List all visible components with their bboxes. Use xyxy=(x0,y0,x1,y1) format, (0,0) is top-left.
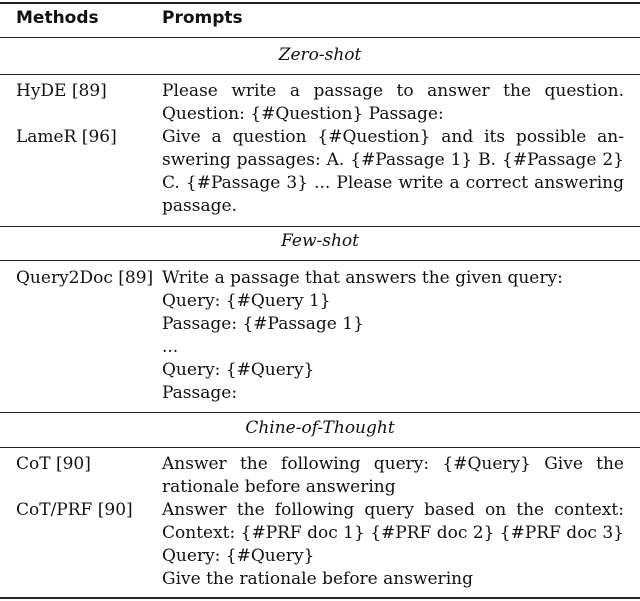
prompt-line: Query: {#Query} xyxy=(162,546,315,566)
prompt-line: ... xyxy=(162,337,179,357)
section-rule-chain-of-thought xyxy=(0,447,640,448)
method-cot: CoT [90] xyxy=(16,454,91,474)
section-rule-few-shot xyxy=(0,260,640,261)
prompt-line: Give the rationale before answering xyxy=(162,569,473,589)
prompt-line: Passage: {#Passage 1} xyxy=(162,314,364,334)
prompt-line: swering passages: A. {#Passage 1} B. {#Passage 2} xyxy=(162,150,624,170)
bottom-rule xyxy=(0,597,640,599)
prompt-line: Context: {#PRF doc 1} {#PRF doc 2} {#PRF doc 3} xyxy=(162,523,624,543)
prompt-line: Passage: xyxy=(162,383,238,403)
prompts-header: Prompts xyxy=(162,8,243,28)
section-rule-zero-shot xyxy=(0,74,640,75)
methods-header: Methods xyxy=(16,8,99,28)
header-rule xyxy=(0,37,640,38)
prompt-line: passage. xyxy=(162,196,237,216)
section-end-rule-few-shot xyxy=(0,412,640,413)
section-end-rule-zero-shot xyxy=(0,226,640,227)
method-query2doc: Query2Doc [89] xyxy=(16,268,154,288)
prompt-line: Give a question {#Question} and its possible an- xyxy=(162,127,624,147)
prompt-line: Please write a passage to answer the question. xyxy=(162,81,624,101)
prompt-line: rationale before answering xyxy=(162,477,396,497)
prompt-line: C. {#Passage 3} ... Please write a correct answering xyxy=(162,173,624,193)
section-title-chain-of-thought: Chine-of-Thought xyxy=(245,418,395,438)
prompt-line: Answer the following query based on the context: xyxy=(162,500,624,520)
method-hyde: HyDE [89] xyxy=(16,81,107,101)
prompt-line: Write a passage that answers the given query: xyxy=(162,268,563,288)
method-cot-prf: CoT/PRF [90] xyxy=(16,500,133,520)
prompt-line: Answer the following query: {#Query} Give the xyxy=(162,454,624,474)
section-title-few-shot: Few-shot xyxy=(281,231,359,251)
method-lamer: LameR [96] xyxy=(16,127,117,147)
section-title-zero-shot: Zero-shot xyxy=(278,45,362,65)
prompt-line: Question: {#Question} Passage: xyxy=(162,104,444,124)
top-rule xyxy=(0,2,640,4)
prompt-line: Query: {#Query} xyxy=(162,360,315,380)
prompt-line: Query: {#Query 1} xyxy=(162,291,331,311)
